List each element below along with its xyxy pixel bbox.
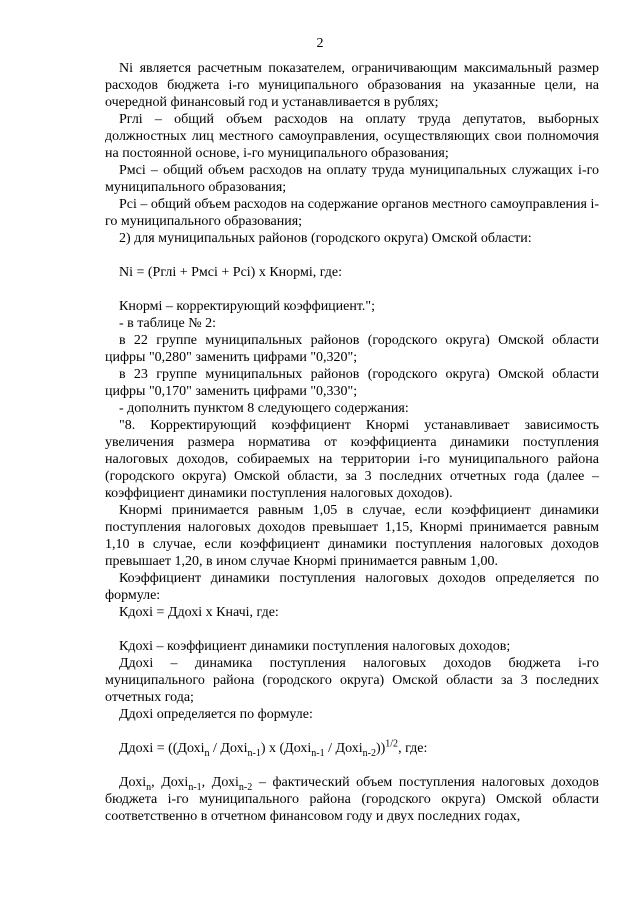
- formula-text: ) х (Дохi: [260, 741, 312, 756]
- formula-kdohi: Кдохi = Ддохi х Кначi, где:: [119, 605, 279, 620]
- paragraph-text: Дохi: [119, 775, 147, 790]
- formula-subscript: n-1: [311, 747, 325, 759]
- page-number: 2: [316, 36, 324, 51]
- paragraph-group-22: в 22 группе муниципальных районов (городского округа) Омской области цифры "0,280" заменить цифрами "0,320";: [105, 333, 599, 365]
- paragraph-subscript: n-2: [238, 781, 253, 793]
- paragraph-knormi-values: Кнормi принимается равным 1,05 в случае, если коэффициент динамики поступления налоговых доходов превышает 1,15, Кнормi принимается равным 1,10 в случае, если коэффициент динамики поступления налоговых доходов превышает 1,20, в ином случае Кнормi принимается равным 1,00.: [105, 503, 599, 569]
- paragraph-coefficient-formula-intro: Коэффициент динамики поступления налоговых доходов определяется по формуле:: [105, 571, 599, 603]
- paragraph-item-2: 2) для муниципальных районов (городского округа) Омской области:: [119, 231, 532, 246]
- formula-text: / Дохi: [324, 741, 363, 756]
- formula-text: / Дохi: [209, 741, 248, 756]
- paragraph-group-23: в 23 группе муниципальных районов (городского округа) Омской области цифры "0,170" заменить цифрами "0,330";: [105, 367, 599, 399]
- formula-subscript: n-2: [362, 747, 376, 759]
- paragraph-rsi-definition: Рсi – общий объем расходов на содержание органов местного самоуправления i-го муниципального образования;: [105, 197, 599, 229]
- paragraph-dohi-definition: [105, 774, 599, 825]
- paragraph-ddohi-definition: Ддохi – динамика поступления налоговых доходов бюджета i-го муниципального района (городского округа) Омской области за 3 последних отчетных года;: [105, 656, 599, 705]
- paragraph-item-8: "8. Корректирующий коэффициент Кнормi устанавливает зависимость увеличения размера норматива от коэффициента динамики поступления налоговых доходов, собираемых на территории i-го муниципального района (городского округа) Омской области, за 3 последних отчетных года (далее – коэффициент динамики поступления налоговых доходов).: [105, 418, 599, 501]
- formula-text: Ддохi = ((Дохi: [119, 741, 205, 756]
- formula-subscript: n: [204, 747, 210, 759]
- paragraph-text: , Дохi: [151, 775, 189, 790]
- paragraph-kdohi-definition: Кдохi – коэффициент динамики поступления налоговых доходов;: [119, 639, 511, 654]
- paragraph-text: , Дохi: [201, 775, 239, 790]
- formula-text: )): [375, 741, 386, 756]
- formula-subscript: n-1: [247, 747, 261, 759]
- paragraph-ddohi-formula-intro: Ддохi определяется по формуле:: [119, 707, 313, 722]
- formula-ni: Ni = (Рглi + Рмсi + Рсi) х Кнормi, где:: [119, 265, 342, 280]
- document-body: [105, 60, 599, 825]
- paragraph-text: – фактический объем поступления налоговых доходов бюджета i-го муниципального района (городского округа) Омской области соответственно в отчетном финансовом году и двух последних годах,: [105, 775, 600, 824]
- formula-superscript: 1/2: [385, 738, 399, 750]
- paragraph-table-2: - в таблице № 2:: [119, 316, 216, 331]
- paragraph-knormi-definition: Кнормi – корректирующий коэффициент.";: [119, 299, 376, 314]
- formula-text: , где:: [398, 741, 428, 756]
- formula-ddohi: [105, 740, 599, 757]
- paragraph-ni-definition: Ni является расчетным показателем, ограничивающим максимальный размер расходов бюджета i-го муниципального образования на указанные цели, на очередной финансовый год и устанавливается в рублях;: [105, 61, 599, 110]
- paragraph-add-item-8: - дополнить пунктом 8 следующего содержания:: [119, 401, 409, 416]
- paragraph-subscript: n: [146, 781, 152, 793]
- paragraph-rgli-definition: Рглi – общий объем расходов на оплату труда депутатов, выборных должностных лиц местного самоуправления, осуществляющих свои полномочия на постоянной основе, i-го муниципального образования;: [105, 112, 599, 161]
- paragraph-subscript: n-1: [188, 781, 202, 793]
- paragraph-rmsi-definition: Рмсi – общий объем расходов на оплату труда муниципальных служащих i-го муниципального образования;: [105, 163, 599, 195]
